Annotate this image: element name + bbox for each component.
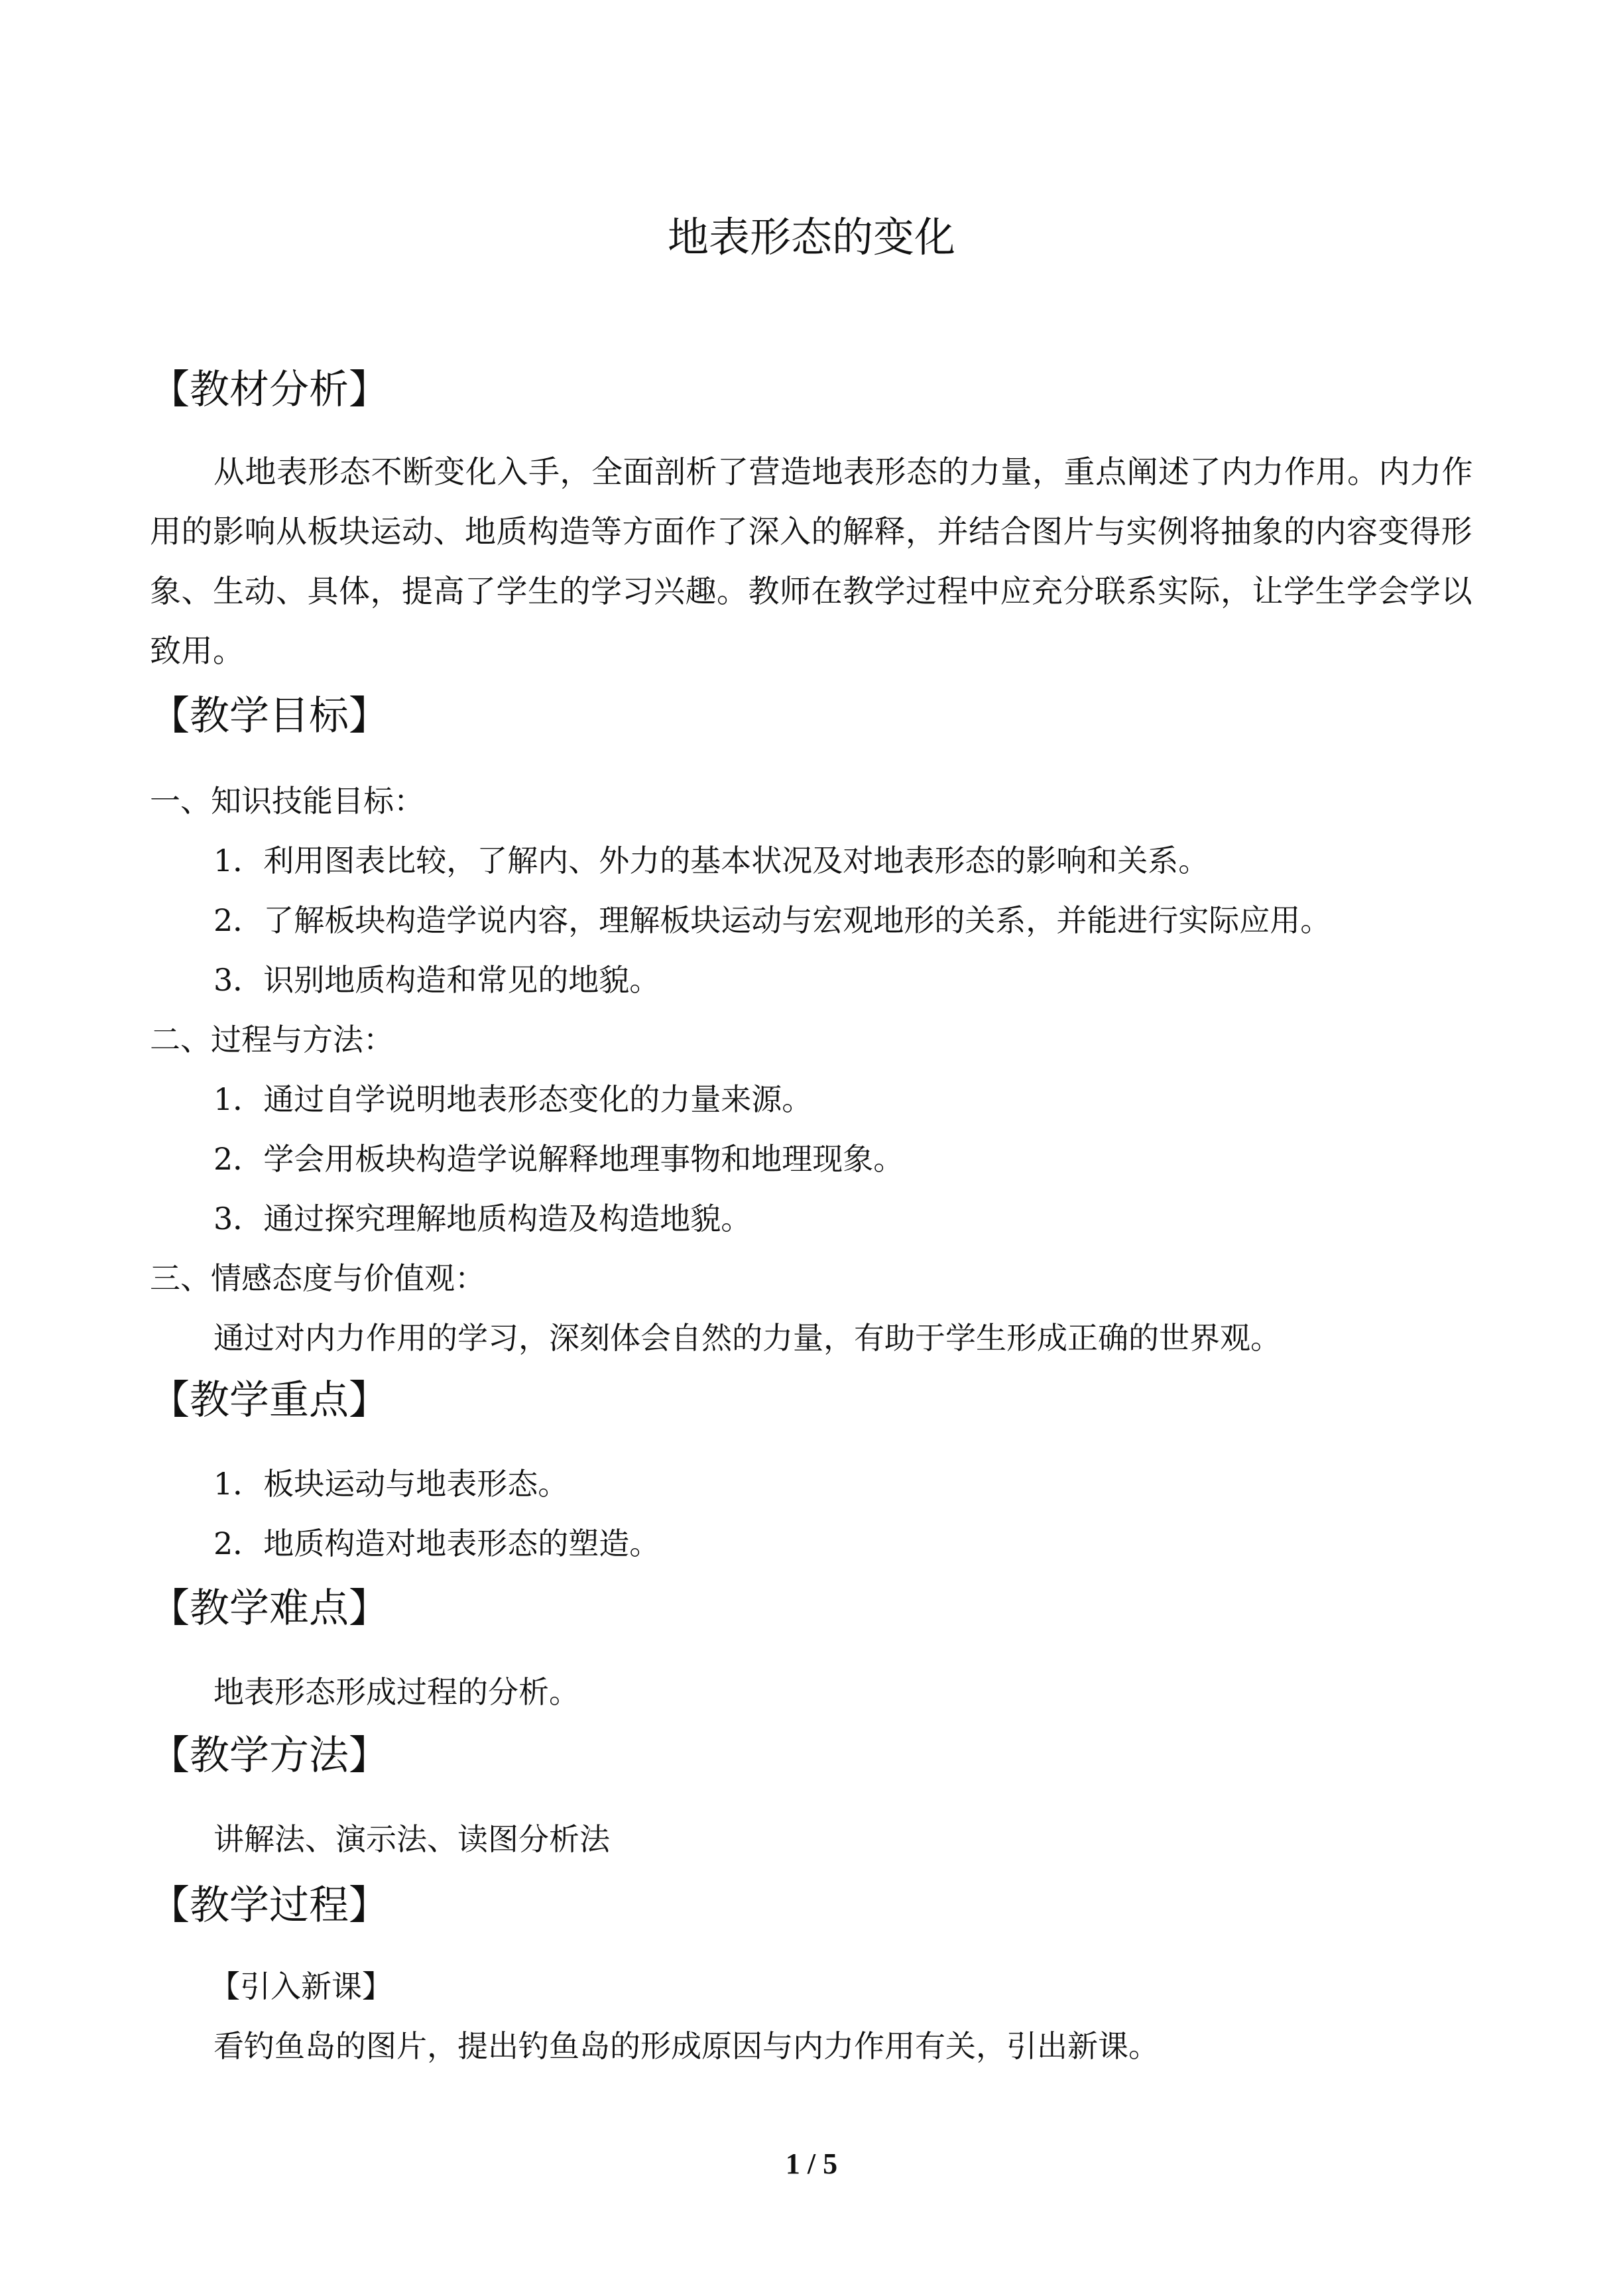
goal-knowledge-item: 2．了解板块构造学说内容，理解板块运动与宏观地形的关系，并能进行实际应用。 (213, 902, 1331, 938)
heading-textbook-analysis: 【教材分析】 (150, 367, 389, 413)
goal-knowledge-item: 1．利用图表比较，了解内、外力的基本状况及对地表形态的影响和关系。 (213, 843, 1209, 878)
key-point-item: 1．板块运动与地表形态。 (213, 1466, 569, 1502)
goal-process-title: 二、过程与方法： (150, 1022, 394, 1057)
difficulty-text: 地表形态形成过程的分析。 (213, 1674, 579, 1710)
heading-procedure: 【教学过程】 (150, 1882, 389, 1929)
heading-difficulties: 【教学难点】 (150, 1585, 389, 1632)
page-title: 地表形态的变化 (667, 213, 955, 261)
heading-key-points: 【教学重点】 (150, 1377, 389, 1423)
analysis-paragraph: 从地表形态不断变化入手，全面剖析了营造地表形态的力量，重点阐述了内力作用。内力作用的影响从板块运动、地质构造等方面作了深入的解释，并结合图片与实例将抽象的内容变得形象、生动、具体，提高了学生的学习兴趣。教师在教学过程中应充分联系实际，让学生学会学以致用。 (150, 454, 1473, 670)
goal-knowledge-item: 3．识别地质构造和常见的地貌。 (213, 962, 660, 998)
goal-emotion-title: 三、情感态度与价值观： (150, 1260, 485, 1296)
key-point-item: 2．地质构造对地表形态的塑造。 (213, 1526, 660, 1561)
heading-teaching-goals: 【教学目标】 (150, 693, 389, 739)
goal-emotion-text: 通过对内力作用的学习，深刻体会自然的力量，有助于学生形成正确的世界观。 (213, 1320, 1281, 1356)
procedure-text: 看钓鱼岛的图片，提出钓鱼岛的形成原因与内力作用有关，引出新课。 (213, 2028, 1159, 2064)
goal-process-item: 1．通过自学说明地表形态变化的力量来源。 (213, 1081, 813, 1117)
goal-process-item: 2．学会用板块构造学说解释地理事物和地理现象。 (213, 1141, 904, 1177)
methods-text: 讲解法、演示法、读图分析法 (213, 1821, 610, 1857)
heading-methods: 【教学方法】 (150, 1732, 389, 1779)
page-number: 1 / 5 (785, 2147, 838, 2180)
goal-knowledge-title: 一、知识技能目标： (150, 783, 424, 819)
goal-process-item: 3．通过探究理解地质构造及构造地貌。 (213, 1201, 752, 1237)
procedure-sub-heading: 【引入新课】 (210, 1968, 392, 2004)
